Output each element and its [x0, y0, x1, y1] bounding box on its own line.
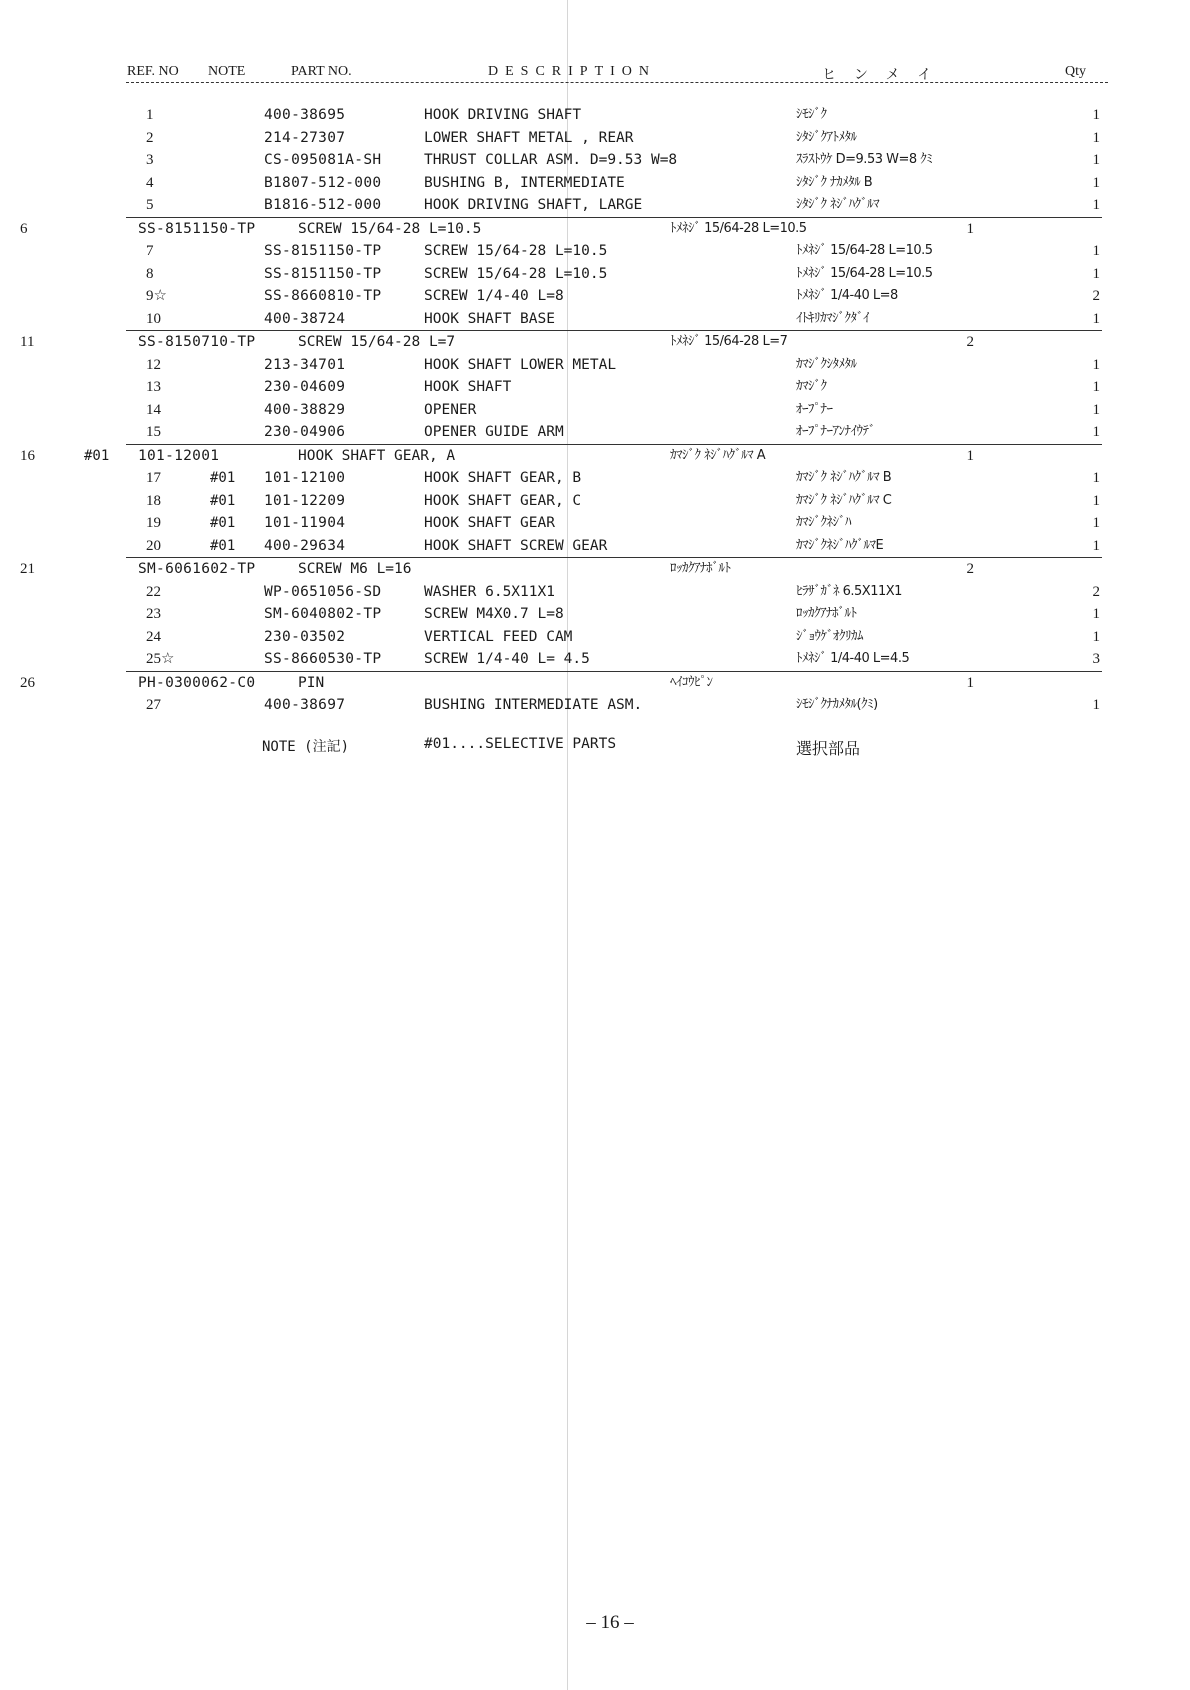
ref-no-cell: 2 [146, 129, 154, 146]
note-cell: #01 [210, 492, 236, 509]
qty-cell: 1 [1092, 379, 1100, 395]
table-row [0, 376, 1190, 399]
qty-cell: 1 [1092, 152, 1100, 168]
kana-cell: ｶﾏｼﾞｸ ﾈｼﾞﾊｸﾞﾙﾏ A [670, 447, 766, 463]
qty-cell: 1 [1092, 174, 1100, 191]
qty-cell: 1 [966, 220, 974, 237]
part-no-cell: CS-095081A-SH [264, 152, 382, 168]
ref-no-cell: 13 [146, 379, 161, 395]
ref-no-cell: 27 [146, 697, 161, 713]
part-no-cell: 400-29634 [264, 537, 346, 554]
description-cell: HOOK SHAFT GEAR, B [424, 470, 582, 486]
kana-cell: ﾄﾒﾈｼﾞ 15/64-28 L=10.5 [670, 220, 807, 236]
qty-cell: 1 [1092, 310, 1100, 327]
table-row [0, 648, 1190, 671]
kana-cell: ｶﾏｼﾞｸﾈｼﾞﾊｸﾞﾙﾏE [796, 537, 884, 553]
table-row [0, 512, 1190, 535]
description-cell: HOOK SHAFT GEAR [424, 515, 555, 531]
part-no-cell: 101-12100 [264, 470, 346, 486]
description-cell: HOOK DRIVING SHAFT, LARGE [424, 197, 643, 213]
header-dashed-rule [126, 82, 1108, 83]
kana-cell: ﾍｲｺｳﾋﾟﾝ [670, 674, 713, 690]
ref-no-cell: 4 [146, 174, 154, 191]
table-row [0, 603, 1190, 626]
description-cell: WASHER 6.5X11X1 [424, 583, 555, 600]
kana-cell: ｼﾞｮｳｹﾞｵｸﾘｶﾑ [796, 628, 863, 644]
description-cell: BUSHING B, INTERMEDIATE [424, 174, 625, 191]
description-cell: SCREW M4X0.7 L=8 [424, 606, 564, 622]
table-row [20, 330, 1102, 354]
header-note: NOTE [208, 64, 246, 79]
qty-cell: 1 [1092, 401, 1100, 418]
ref-no-cell: 10 [146, 310, 161, 327]
table-row [0, 626, 1190, 649]
kana-cell: ｼﾀｼﾞｸ ﾅｶﾒﾀﾙ B [796, 174, 873, 190]
ref-no-cell: 1 [146, 107, 154, 123]
ref-no-cell: 6 [20, 220, 28, 237]
part-no-cell: 230-03502 [264, 628, 346, 645]
ref-no-cell: 22 [146, 583, 161, 600]
ref-no-cell: 15 [146, 424, 161, 440]
page-number-text: – 16 – [586, 1612, 634, 1633]
ref-no-cell: 9☆ [146, 288, 167, 304]
qty-cell: 1 [1092, 243, 1100, 259]
ref-no-cell: 16 [20, 447, 35, 464]
description-cell: PIN [298, 674, 325, 691]
part-no-cell: B1816-512-000 [264, 197, 382, 213]
description-cell: LOWER SHAFT METAL , REAR [424, 129, 634, 146]
part-no-cell: 230-04609 [264, 379, 346, 395]
description-cell: HOOK SHAFT GEAR, A [298, 447, 456, 464]
qty-cell: 2 [1092, 288, 1100, 304]
qty-cell: 1 [1092, 265, 1100, 282]
table-row [0, 694, 1190, 717]
kana-cell: ｶﾏｼﾞｸｼﾀﾒﾀﾙ [796, 356, 857, 372]
description-cell: SCREW 15/64-28 L=10.5 [424, 243, 608, 259]
kana-cell: ﾄﾒﾈｼﾞ 15/64-28 L=10.5 [796, 243, 933, 258]
part-no-cell: SM-6061602-TP [138, 561, 256, 577]
qty-cell: 1 [1092, 492, 1100, 509]
part-no-cell: 101-11904 [264, 515, 346, 531]
header-kana: ヒンメイ [822, 68, 950, 83]
table-row [0, 354, 1190, 377]
ref-no-cell: 14 [146, 401, 161, 418]
qty-cell: 1 [1092, 606, 1100, 622]
kana-cell: ｶﾏｼﾞｸ [796, 379, 827, 394]
description-cell: BUSHING INTERMEDIATE ASM. [424, 697, 643, 713]
footnote [0, 736, 1190, 760]
kana-cell: ﾄﾒﾈｼﾞ 1/4-40 L=8 [796, 288, 898, 303]
note-cell: #01 [210, 515, 236, 531]
kana-cell: ｼﾀｼﾞｸ ﾈｼﾞﾊｸﾞﾙﾏ [796, 197, 880, 212]
ref-no-cell: 5 [146, 197, 154, 213]
qty-cell: 1 [1092, 197, 1100, 213]
description-cell: SCREW 15/64-28 L=7 [298, 334, 456, 350]
header-description: DESCRIPTION [488, 64, 657, 79]
footnote-japanese: 選択部品 [796, 739, 861, 758]
ref-no-cell: 23 [146, 606, 161, 622]
qty-cell: 1 [1092, 470, 1100, 486]
note-cell: #01 [210, 537, 236, 554]
qty-cell: 1 [1092, 628, 1100, 645]
table-row [20, 671, 1102, 695]
table-row [0, 285, 1190, 308]
description-cell: HOOK SHAFT [424, 379, 512, 395]
part-no-cell: 101-12209 [264, 492, 346, 509]
kana-cell: ｼﾓｼﾞｸ [796, 107, 827, 122]
kana-cell: ﾄﾒﾈｼﾞ 15/64-28 L=10.5 [796, 265, 933, 281]
qty-cell: 1 [1092, 356, 1100, 373]
table-row [20, 557, 1102, 581]
description-cell: HOOK SHAFT GEAR, C [424, 492, 582, 509]
part-no-cell: PH-0300062-C0 [138, 674, 256, 691]
ref-no-cell: 8 [146, 265, 154, 282]
ref-no-cell: 11 [20, 334, 35, 350]
table-row [0, 172, 1190, 195]
ref-no-cell: 7 [146, 243, 154, 259]
part-no-cell: SM-6040802-TP [264, 606, 382, 622]
note-cell: #01 [84, 447, 110, 464]
kana-cell: ｵｰﾌﾟﾅｰｱﾝﾅｲｳﾃﾞ [796, 424, 875, 439]
description-cell: SCREW 1/4-40 L=8 [424, 288, 564, 304]
ref-no-cell: 26 [20, 674, 35, 691]
description-cell: SCREW 15/64-28 L=10.5 [424, 265, 608, 282]
footnote-text: #01....SELECTIVE PARTS [424, 736, 617, 752]
table-row [0, 149, 1190, 172]
part-no-cell: 400-38697 [264, 697, 346, 713]
part-no-cell: 101-12001 [138, 447, 220, 464]
part-no-cell: 214-27307 [264, 129, 346, 146]
ref-no-cell: 25☆ [146, 651, 175, 667]
part-no-cell: SS-8660530-TP [264, 651, 382, 667]
part-no-cell: 400-38695 [264, 107, 346, 123]
table-row [0, 308, 1190, 331]
qty-cell: 1 [1092, 424, 1100, 440]
table-row [0, 263, 1190, 286]
qty-cell: 2 [966, 561, 974, 577]
footnote-label: NOTE (注記) [262, 739, 350, 755]
ref-no-cell: 24 [146, 628, 161, 645]
part-no-cell: SS-8150710-TP [138, 334, 256, 350]
ref-no-cell: 12 [146, 356, 161, 373]
description-cell: HOOK DRIVING SHAFT [424, 107, 582, 123]
part-no-cell: B1807-512-000 [264, 174, 382, 191]
part-no-cell: SS-8151150-TP [264, 265, 382, 282]
kana-cell: ｶﾏｼﾞｸ ﾈｼﾞﾊｸﾞﾙﾏ C [796, 492, 892, 508]
header-qty: Qty [1065, 64, 1086, 79]
kana-cell: ｼﾀｼﾞｸｱﾄﾒﾀﾙ [796, 129, 857, 145]
part-no-cell: WP-0651056-SD [264, 583, 382, 600]
ref-no-cell: 18 [146, 492, 161, 509]
kana-cell: ﾋﾗｻﾞｶﾞﾈ 6.5X11X1 [796, 583, 902, 599]
table-row [0, 194, 1190, 217]
table-header [0, 64, 1190, 88]
part-no-cell: 213-34701 [264, 356, 346, 373]
kana-cell: ｶﾏｼﾞｸ ﾈｼﾞﾊｸﾞﾙﾏ B [796, 470, 892, 485]
table-row [0, 490, 1190, 513]
qty-cell: 1 [1092, 129, 1100, 146]
ref-no-cell: 19 [146, 515, 161, 531]
description-cell: OPENER [424, 401, 477, 418]
header-ref-no: REF. NO [127, 64, 179, 79]
parts-table [0, 104, 1190, 717]
part-no-cell: SS-8660810-TP [264, 288, 382, 304]
qty-cell: 1 [1092, 107, 1100, 123]
ref-no-cell: 17 [146, 470, 161, 486]
kana-cell: ｼﾓｼﾞｸﾅｶﾒﾀﾙ(ｸﾐ) [796, 697, 878, 712]
part-no-cell: 400-38724 [264, 310, 346, 327]
kana-cell: ｵｰﾌﾟﾅｰ [796, 401, 833, 417]
qty-cell: 1 [1092, 515, 1100, 531]
page-number [0, 1612, 1190, 1634]
kana-cell: ｶﾏｼﾞｸﾈｼﾞﾊ [796, 515, 851, 530]
description-cell: THRUST COLLAR ASM. D=9.53 W=8 [424, 152, 678, 168]
kana-cell: ﾄﾒﾈｼﾞ 1/4-40 L=4.5 [796, 651, 910, 666]
part-no-cell: 230-04906 [264, 424, 346, 440]
kana-cell: ｽﾗｽﾄｳｹ D=9.53 W=8 ｸﾐ [796, 152, 933, 167]
table-row [20, 444, 1102, 468]
kana-cell: ﾄﾒﾈｼﾞ 15/64-28 L=7 [670, 334, 788, 349]
description-cell: SCREW M6 L=16 [298, 561, 412, 577]
table-row [0, 535, 1190, 558]
qty-cell: 2 [1092, 583, 1100, 600]
qty-cell: 3 [1092, 651, 1100, 667]
description-cell: HOOK SHAFT LOWER METAL [424, 356, 617, 373]
table-row [0, 240, 1190, 263]
table-row [0, 421, 1190, 444]
note-cell: #01 [210, 470, 236, 486]
qty-cell: 1 [1092, 697, 1100, 713]
qty-cell: 2 [966, 334, 974, 350]
table-row [0, 399, 1190, 422]
description-cell: SCREW 15/64-28 L=10.5 [298, 220, 482, 237]
table-row [0, 467, 1190, 490]
header-part-no: PART NO. [291, 64, 352, 79]
qty-cell: 1 [966, 674, 974, 691]
ref-no-cell: 3 [146, 152, 154, 168]
kana-cell: ﾛｯｶｸｱﾅﾎﾞﾙﾄ [670, 561, 731, 576]
description-cell: OPENER GUIDE ARM [424, 424, 564, 440]
description-cell: HOOK SHAFT SCREW GEAR [424, 537, 608, 554]
table-row [20, 217, 1102, 241]
kana-cell: ｲﾄｷﾘｶﾏｼﾞｸﾀﾞｲ [796, 310, 869, 326]
part-no-cell: SS-8151150-TP [264, 243, 382, 259]
ref-no-cell: 20 [146, 537, 161, 554]
table-row [0, 127, 1190, 150]
ref-no-cell: 21 [20, 561, 35, 577]
part-no-cell: 400-38829 [264, 401, 346, 418]
table-row [0, 581, 1190, 604]
qty-cell: 1 [966, 447, 974, 464]
table-row [0, 104, 1190, 127]
kana-cell: ﾛｯｶｸｱﾅﾎﾞﾙﾄ [796, 606, 857, 621]
qty-cell: 1 [1092, 537, 1100, 554]
part-no-cell: SS-8151150-TP [138, 220, 256, 237]
description-cell: SCREW 1/4-40 L= 4.5 [424, 651, 590, 667]
description-cell: VERTICAL FEED CAM [424, 628, 573, 645]
description-cell: HOOK SHAFT BASE [424, 310, 555, 327]
